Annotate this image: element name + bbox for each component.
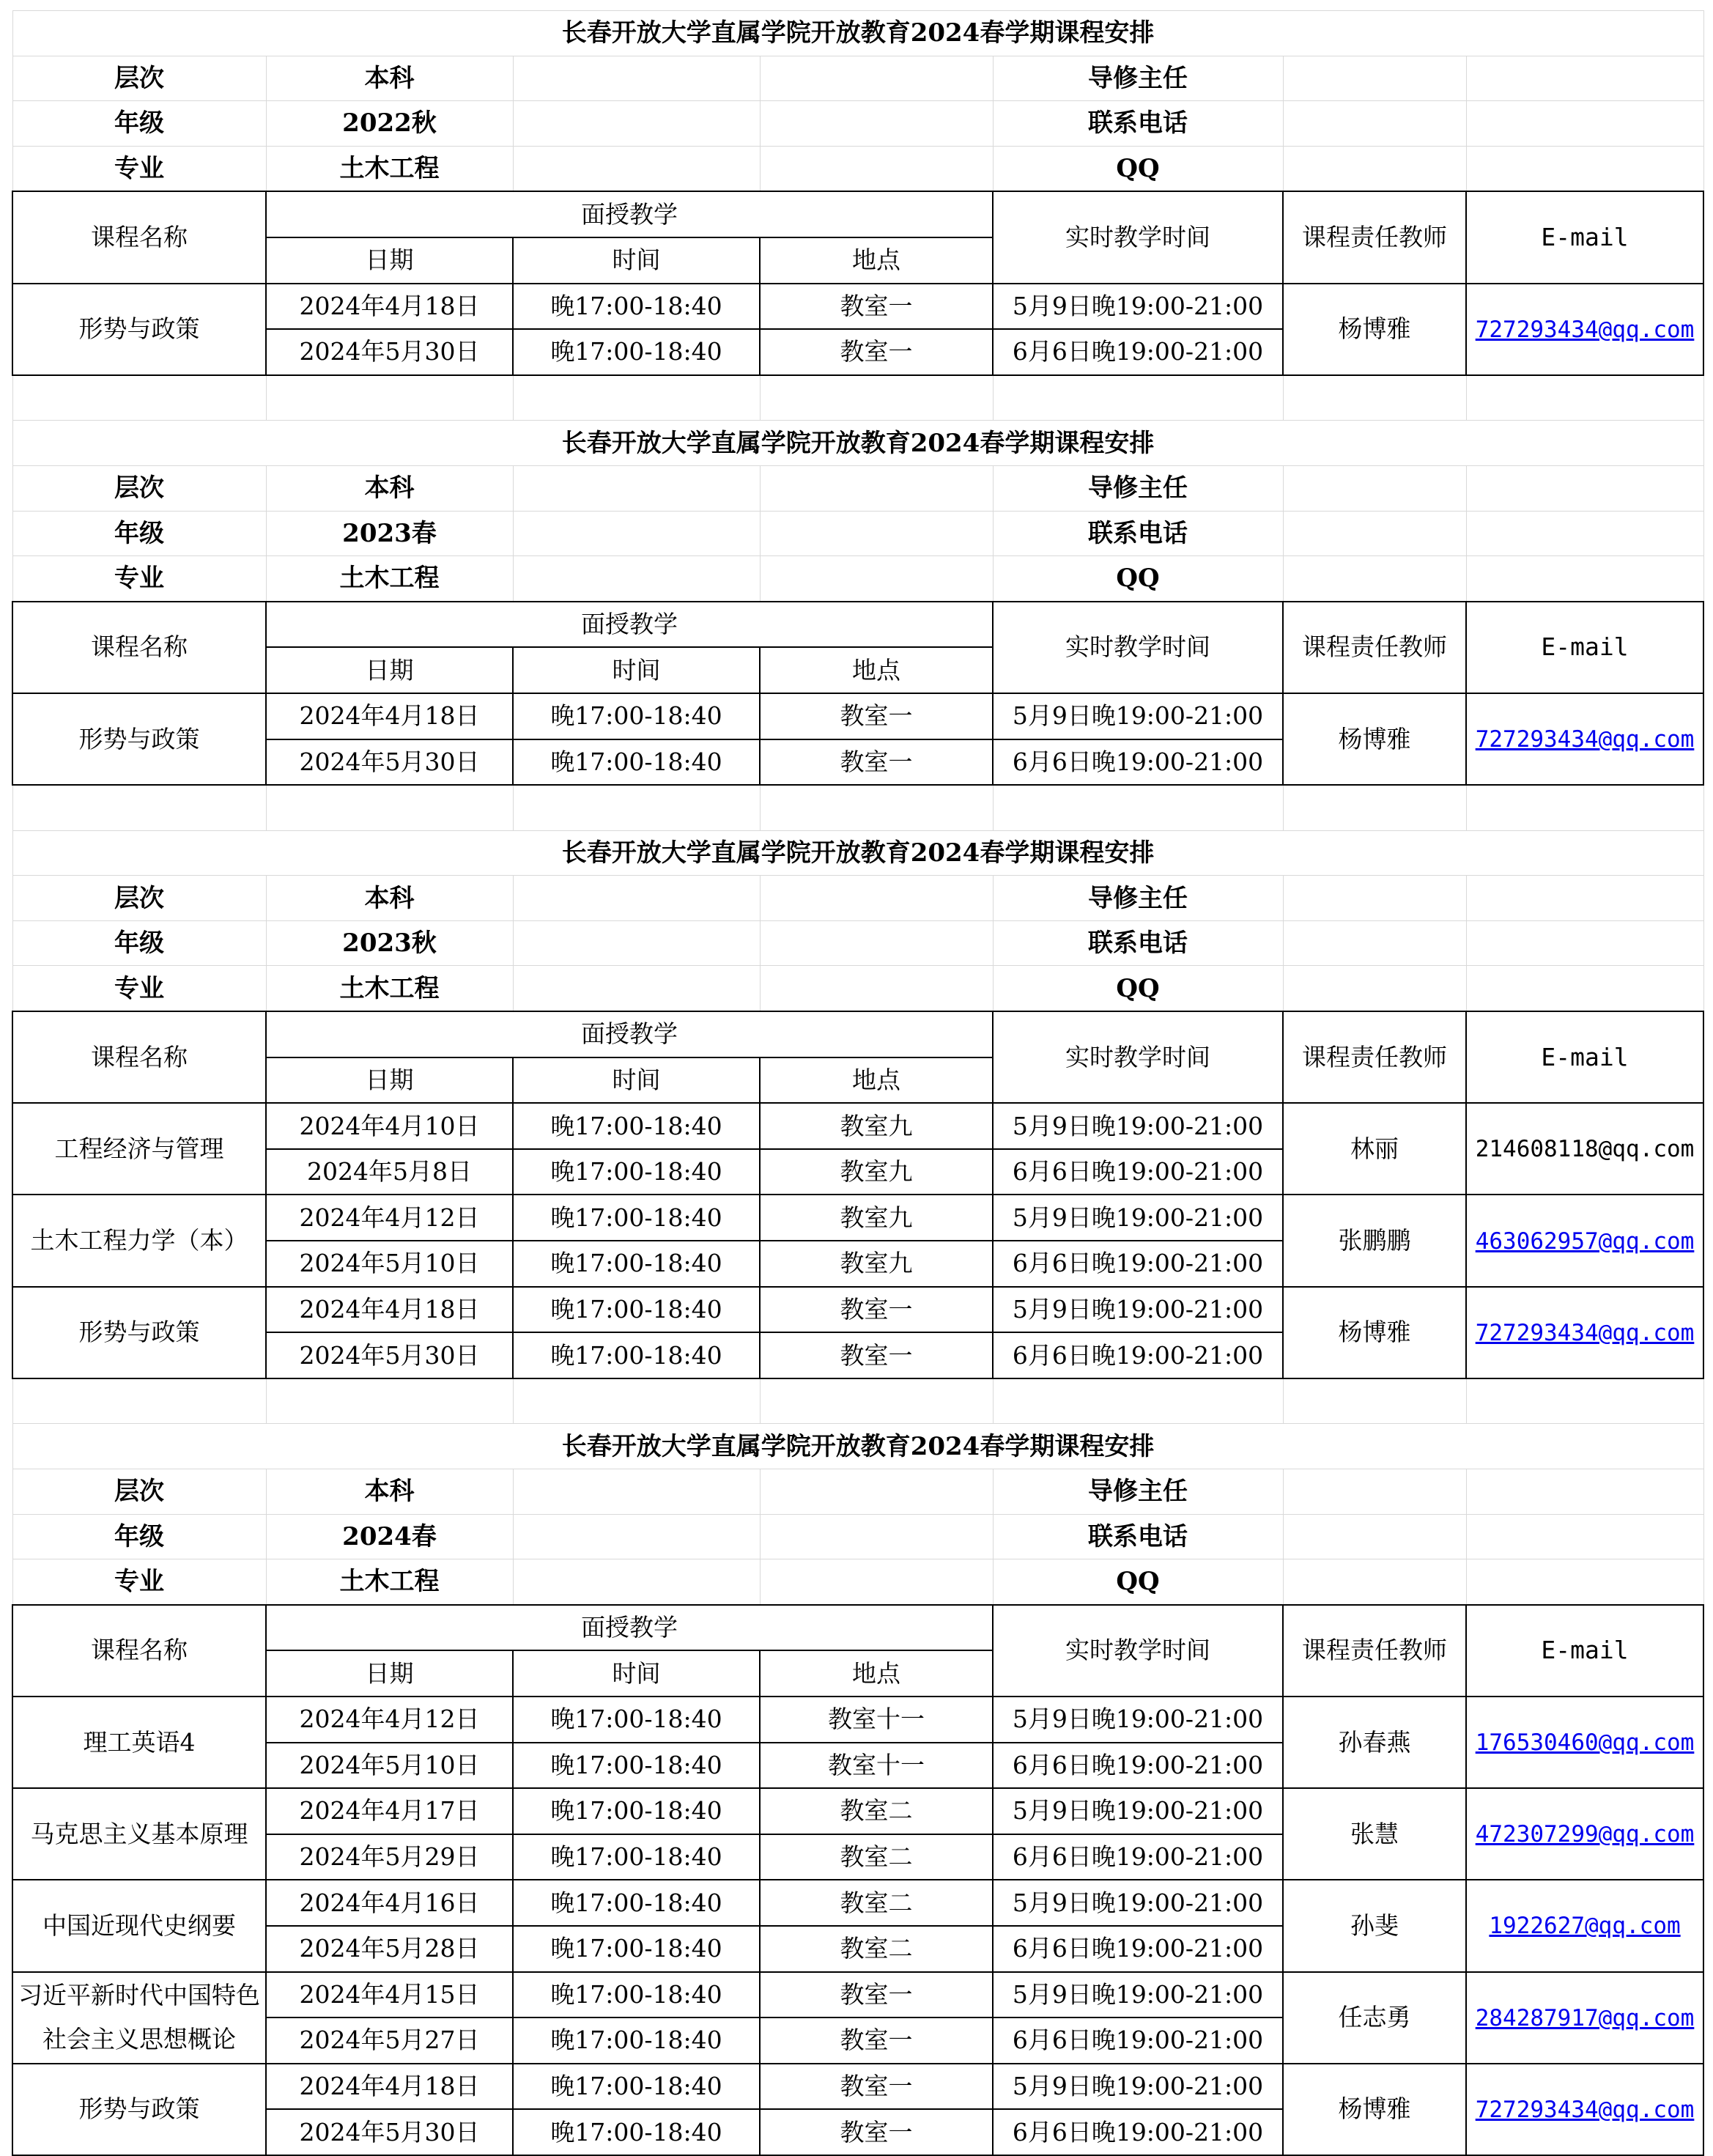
header-online: 实时教学时间 [993,1011,1283,1103]
session-place: 教室一 [760,284,993,330]
info-label: 层次 [12,1469,266,1515]
info-label: 层次 [12,465,266,511]
course-name: 中国近现代史纲要 [12,1880,266,1971]
info-value: 2024春 [266,1514,513,1559]
info-label: 专业 [12,556,266,602]
online-time: 5月9日晚19:00-21:00 [993,1195,1283,1241]
session-time: 晚17:00-18:40 [513,284,760,330]
email-cell [1466,1880,1703,1971]
empty-cell [513,1469,760,1515]
session-time: 晚17:00-18:40 [513,1195,760,1241]
online-time: 6月6日晚19:00-21:00 [993,329,1283,375]
header-course: 课程名称 [12,602,266,693]
session-place: 教室二 [760,1880,993,1926]
info-right-value [1283,966,1466,1011]
session-date: 2024年5月8日 [266,1149,513,1195]
info-value: 土木工程 [266,556,513,602]
email-link[interactable]: 1922627@qq.com [1489,1913,1681,1940]
email-link[interactable]: 727293434@qq.com [1475,2096,1695,2123]
session-place: 教室九 [760,1103,993,1149]
session-time: 晚17:00-18:40 [513,1332,760,1378]
session-time: 晚17:00-18:40 [513,1834,760,1880]
info-value: 本科 [266,1469,513,1515]
session-time: 晚17:00-18:40 [513,1241,760,1287]
online-time: 5月9日晚19:00-21:00 [993,284,1283,330]
course-teacher: 孙斐 [1283,1880,1466,1971]
online-time: 6月6日晚19:00-21:00 [993,1834,1283,1880]
empty-cell [1466,556,1703,602]
session-time: 晚17:00-18:40 [513,1103,760,1149]
session-place: 教室九 [760,1149,993,1195]
header-email: E-mail [1466,191,1703,283]
email-cell [1466,1972,1703,2064]
session-time: 晚17:00-18:40 [513,739,760,786]
email-link[interactable]: 727293434@qq.com [1475,726,1695,753]
empty-cell [513,1378,760,1424]
session-place: 教室一 [760,329,993,375]
header-online: 实时教学时间 [993,191,1283,283]
header-place: 地点 [760,1057,993,1104]
header-time: 时间 [513,1057,760,1104]
info-right-value [1283,1469,1466,1515]
empty-cell [513,876,760,921]
empty-cell [1466,465,1703,511]
empty-cell [760,920,993,966]
email-cell [1466,693,1703,785]
info-right-label: QQ [993,146,1283,191]
session-place: 教室一 [760,2064,993,2110]
info-right-label: 联系电话 [993,920,1283,966]
info-right-label: 导修主任 [993,876,1283,921]
empty-cell [760,1559,993,1605]
email-text: 214608118@qq.com [1475,1136,1695,1163]
empty-cell [1466,966,1703,1011]
course-name: 习近平新时代中国特色社会主义思想概论 [12,1972,266,2064]
info-value: 2022秋 [266,101,513,147]
session-date: 2024年4月17日 [266,1788,513,1834]
online-time: 5月9日晚19:00-21:00 [993,1880,1283,1926]
email-link[interactable]: 472307299@qq.com [1475,1821,1695,1848]
empty-cell [760,511,993,556]
empty-cell [760,785,993,830]
header-course: 课程名称 [12,1011,266,1103]
empty-cell [760,1469,993,1515]
info-value: 2023秋 [266,920,513,966]
empty-cell [993,785,1283,830]
empty-cell [513,1559,760,1605]
course-name: 工程经济与管理 [12,1103,266,1195]
info-right-value [1283,876,1466,921]
empty-cell [266,1378,513,1424]
info-right-label: QQ [993,966,1283,1011]
info-right-label: 导修主任 [993,1469,1283,1515]
session-date: 2024年5月29日 [266,1834,513,1880]
info-right-value [1283,511,1466,556]
session-date: 2024年5月30日 [266,329,513,375]
email-cell [1466,2064,1703,2155]
empty-cell [513,1514,760,1559]
email-cell [1466,1697,1703,1788]
info-right-value [1283,1559,1466,1605]
session-date: 2024年4月18日 [266,284,513,330]
online-time: 6月6日晚19:00-21:00 [993,1241,1283,1287]
header-date: 日期 [266,237,513,284]
info-value: 土木工程 [266,1559,513,1605]
header-offline: 面授教学 [266,1011,993,1057]
info-label: 年级 [12,511,266,556]
course-name: 理工英语4 [12,1697,266,1788]
empty-cell [760,101,993,147]
online-time: 6月6日晚19:00-21:00 [993,1332,1283,1378]
empty-cell [513,966,760,1011]
course-teacher: 孙春燕 [1283,1697,1466,1788]
info-right-value [1283,465,1466,511]
course-teacher: 张慧 [1283,1788,1466,1880]
empty-cell [513,146,760,191]
header-place: 地点 [760,237,993,284]
online-time: 5月9日晚19:00-21:00 [993,1788,1283,1834]
empty-cell [1466,146,1703,191]
header-teacher: 课程责任教师 [1283,602,1466,693]
info-right-label: QQ [993,556,1283,602]
online-time: 6月6日晚19:00-21:00 [993,1149,1283,1195]
session-place: 教室一 [760,1332,993,1378]
info-right-label: 导修主任 [993,465,1283,511]
email-link[interactable]: 727293434@qq.com [1475,316,1695,343]
course-name: 马克思主义基本原理 [12,1788,266,1880]
header-teacher: 课程责任教师 [1283,1605,1466,1697]
header-date: 日期 [266,1650,513,1697]
session-place: 教室二 [760,1788,993,1834]
email-cell [1466,284,1703,375]
session-date: 2024年5月30日 [266,1332,513,1378]
session-place: 教室一 [760,2017,993,2064]
course-name: 形势与政策 [12,284,266,375]
email-cell [1466,1287,1703,1378]
session-time: 晚17:00-18:40 [513,1287,760,1333]
empty-cell [1466,1559,1703,1605]
empty-cell [1466,1514,1703,1559]
schedule-title: 长春开放大学直属学院开放教育2024春学期课程安排 [12,11,1703,56]
empty-cell [1466,375,1703,421]
online-time: 6月6日晚19:00-21:00 [993,2109,1283,2155]
empty-cell [1466,56,1703,101]
course-name: 形势与政策 [12,2064,266,2155]
empty-cell [513,920,760,966]
session-date: 2024年5月27日 [266,2017,513,2064]
empty-cell [266,785,513,830]
session-place: 教室一 [760,693,993,739]
session-place: 教室一 [760,2109,993,2155]
header-offline: 面授教学 [266,602,993,648]
info-label: 专业 [12,1559,266,1605]
info-right-label: QQ [993,1559,1283,1605]
header-date: 日期 [266,1057,513,1104]
empty-cell [760,56,993,101]
email-cell [1466,1103,1703,1195]
session-time: 晚17:00-18:40 [513,1697,760,1743]
empty-cell [760,1514,993,1559]
session-date: 2024年4月15日 [266,1972,513,2018]
course-teacher: 张鹏鹏 [1283,1195,1466,1286]
empty-cell [760,146,993,191]
empty-cell [760,1378,993,1424]
course-name: 土木工程力学（本） [12,1195,266,1286]
header-email: E-mail [1466,1605,1703,1697]
empty-cell [513,511,760,556]
empty-cell [12,1378,266,1424]
empty-cell [1466,1469,1703,1515]
schedule-title: 长春开放大学直属学院开放教育2024春学期课程安排 [12,1424,1703,1469]
info-right-label: 联系电话 [993,101,1283,147]
info-label: 专业 [12,966,266,1011]
session-time: 晚17:00-18:40 [513,693,760,739]
empty-cell [513,556,760,602]
session-date: 2024年4月12日 [266,1697,513,1743]
session-date: 2024年5月28日 [266,1926,513,1972]
online-time: 5月9日晚19:00-21:00 [993,693,1283,739]
header-place: 地点 [760,647,993,693]
header-offline: 面授教学 [266,1605,993,1651]
header-time: 时间 [513,1650,760,1697]
info-label: 年级 [12,1514,266,1559]
session-place: 教室十一 [760,1697,993,1743]
header-email: E-mail [1466,602,1703,693]
empty-cell [1283,1378,1466,1424]
session-time: 晚17:00-18:40 [513,1880,760,1926]
email-link[interactable]: 176530460@qq.com [1475,1729,1695,1757]
session-place: 教室一 [760,1972,993,2018]
info-value: 土木工程 [266,146,513,191]
course-teacher: 杨博雅 [1283,284,1466,375]
online-time: 5月9日晚19:00-21:00 [993,1697,1283,1743]
online-time: 5月9日晚19:00-21:00 [993,1287,1283,1333]
spreadsheet [12,10,1704,2156]
online-time: 5月9日晚19:00-21:00 [993,1103,1283,1149]
session-date: 2024年4月10日 [266,1103,513,1149]
empty-cell [1283,375,1466,421]
session-time: 晚17:00-18:40 [513,2017,760,2064]
empty-cell [760,556,993,602]
course-teacher: 杨博雅 [1283,2064,1466,2155]
session-time: 晚17:00-18:40 [513,1926,760,1972]
header-teacher: 课程责任教师 [1283,1011,1466,1103]
empty-cell [1283,785,1466,830]
session-place: 教室二 [760,1926,993,1972]
empty-cell [513,785,760,830]
info-right-value [1283,56,1466,101]
header-email: E-mail [1466,1011,1703,1103]
header-course: 课程名称 [12,191,266,283]
course-teacher: 杨博雅 [1283,693,1466,785]
empty-cell [1466,1378,1703,1424]
session-time: 晚17:00-18:40 [513,2064,760,2110]
empty-cell [1466,101,1703,147]
header-offline: 面授教学 [266,191,993,237]
email-cell [1466,1195,1703,1286]
empty-cell [1466,511,1703,556]
session-date: 2024年4月18日 [266,2064,513,2110]
info-right-value [1283,101,1466,147]
session-place: 教室二 [760,1834,993,1880]
schedule-title: 长春开放大学直属学院开放教育2024春学期课程安排 [12,421,1703,466]
course-teacher: 任志勇 [1283,1972,1466,2064]
info-right-value [1283,920,1466,966]
header-course: 课程名称 [12,1605,266,1697]
info-right-value [1283,146,1466,191]
empty-cell [993,1378,1283,1424]
session-date: 2024年4月18日 [266,1287,513,1333]
empty-cell [1466,876,1703,921]
header-online: 实时教学时间 [993,1605,1283,1697]
session-time: 晚17:00-18:40 [513,1149,760,1195]
info-value: 本科 [266,465,513,511]
header-time: 时间 [513,237,760,284]
info-right-value [1283,1514,1466,1559]
session-place: 教室九 [760,1241,993,1287]
empty-cell [993,375,1283,421]
empty-cell [760,465,993,511]
empty-cell [12,375,266,421]
session-date: 2024年4月16日 [266,1880,513,1926]
session-time: 晚17:00-18:40 [513,1743,760,1789]
email-link[interactable]: 727293434@qq.com [1475,1319,1695,1346]
info-label: 专业 [12,146,266,191]
info-value: 土木工程 [266,966,513,1011]
session-place: 教室一 [760,739,993,786]
session-place: 教室一 [760,1287,993,1333]
info-label: 层次 [12,56,266,101]
info-value: 本科 [266,876,513,921]
online-time: 6月6日晚19:00-21:00 [993,1743,1283,1789]
header-teacher: 课程责任教师 [1283,191,1466,283]
info-value: 本科 [266,56,513,101]
schedule-grid [12,10,1704,2156]
empty-cell [760,966,993,1011]
online-time: 6月6日晚19:00-21:00 [993,2017,1283,2064]
session-date: 2024年5月30日 [266,2109,513,2155]
empty-cell [513,56,760,101]
session-place: 教室九 [760,1195,993,1241]
course-name: 形势与政策 [12,1287,266,1378]
email-link[interactable]: 463062957@qq.com [1475,1227,1695,1255]
online-time: 6月6日晚19:00-21:00 [993,1926,1283,1972]
info-value: 2023春 [266,511,513,556]
empty-cell [1466,785,1703,830]
online-time: 6月6日晚19:00-21:00 [993,739,1283,786]
info-label: 层次 [12,876,266,921]
online-time: 5月9日晚19:00-21:00 [993,1972,1283,2018]
empty-cell [513,375,760,421]
empty-cell [513,465,760,511]
info-label: 年级 [12,920,266,966]
course-teacher: 林丽 [1283,1103,1466,1195]
info-label: 年级 [12,101,266,147]
header-time: 时间 [513,647,760,693]
info-right-label: 联系电话 [993,1514,1283,1559]
empty-cell [760,375,993,421]
session-date: 2024年5月10日 [266,1241,513,1287]
session-date: 2024年4月12日 [266,1195,513,1241]
info-right-value [1283,556,1466,602]
session-date: 2024年4月18日 [266,693,513,739]
info-right-label: 联系电话 [993,511,1283,556]
session-time: 晚17:00-18:40 [513,1788,760,1834]
schedule-title: 长春开放大学直属学院开放教育2024春学期课程安排 [12,830,1703,876]
online-time: 5月9日晚19:00-21:00 [993,2064,1283,2110]
empty-cell [760,876,993,921]
header-place: 地点 [760,1650,993,1697]
session-date: 2024年5月30日 [266,739,513,786]
course-teacher: 杨博雅 [1283,1287,1466,1378]
course-name: 形势与政策 [12,693,266,785]
session-time: 晚17:00-18:40 [513,329,760,375]
session-time: 晚17:00-18:40 [513,2109,760,2155]
header-date: 日期 [266,647,513,693]
session-place: 教室十一 [760,1743,993,1789]
email-link[interactable]: 284287917@qq.com [1475,2004,1695,2031]
empty-cell [12,785,266,830]
session-date: 2024年5月10日 [266,1743,513,1789]
empty-cell [266,375,513,421]
empty-cell [513,101,760,147]
email-cell [1466,1788,1703,1880]
session-time: 晚17:00-18:40 [513,1972,760,2018]
empty-cell [1466,920,1703,966]
info-right-label: 导修主任 [993,56,1283,101]
header-online: 实时教学时间 [993,602,1283,693]
